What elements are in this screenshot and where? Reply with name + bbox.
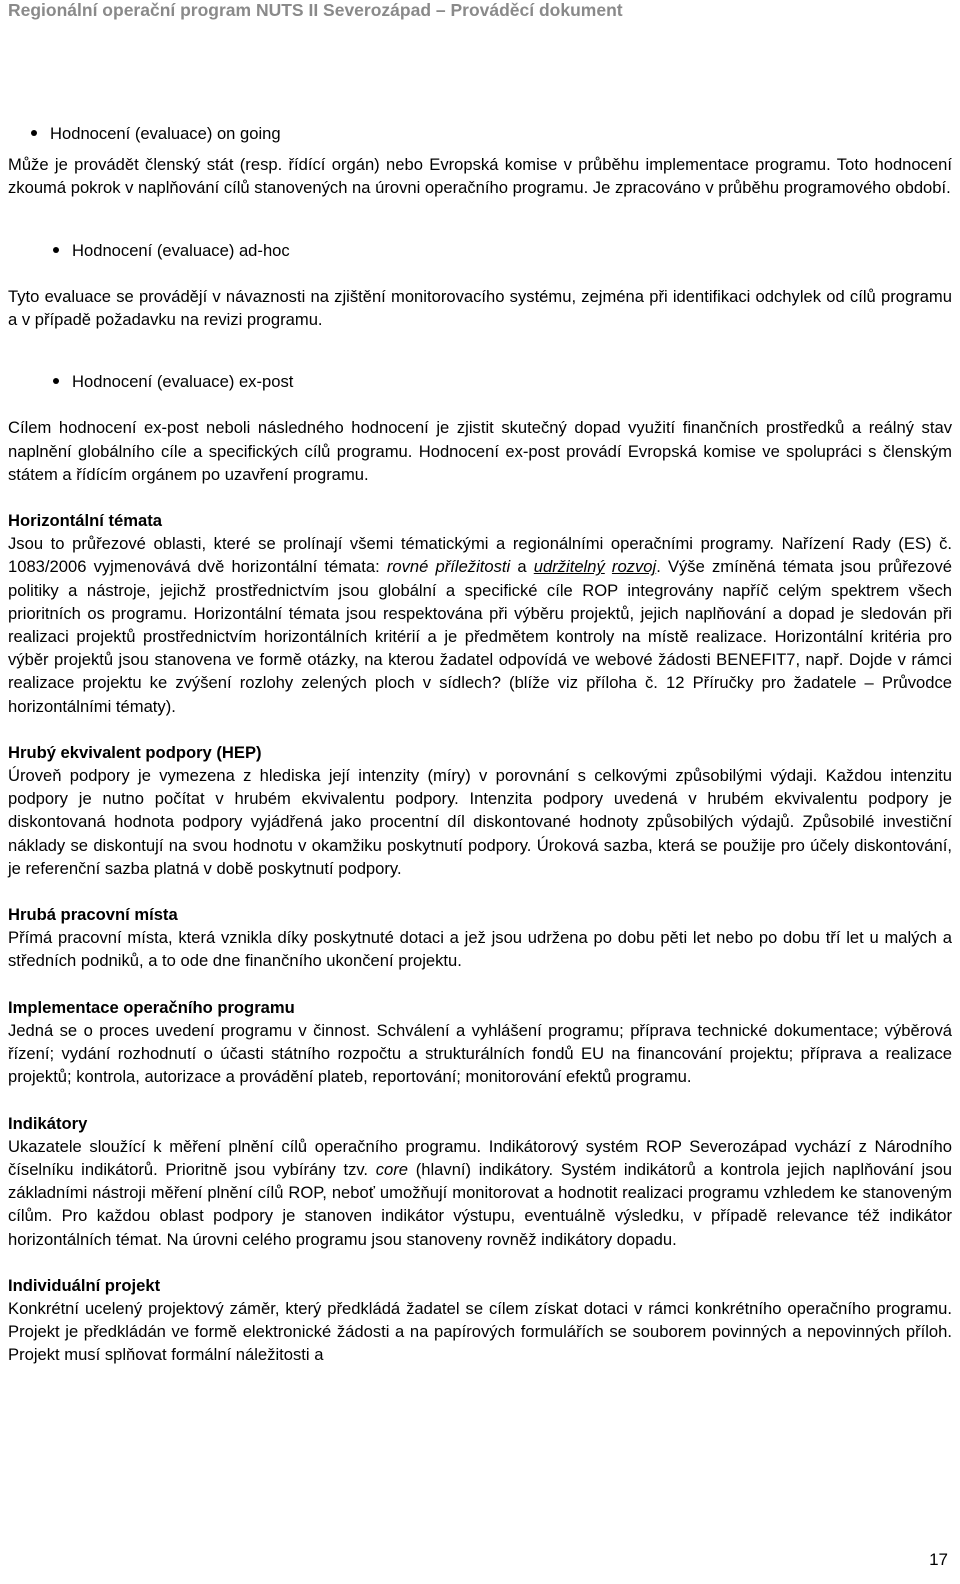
document-body xyxy=(8,122,952,1367)
bullet-label: Hodnocení (evaluace) ad-hoc xyxy=(72,240,290,260)
paragraph-horizontal: Jsou to průřezové oblasti, které se prolínají všemi tématickými a regionálními operačními programy. Nařízení Rady (ES) č. 1083/2006 vyjmenovává dvě horizontální témata: rovné příležitosti a udržitelný rozvoj. Výše zmíněná témata jsou průřezové politiky a nástroje, jejichž prostřednictvím jsou globální a specifické cíle ROP integrovány napříč celým spektrem všech prioritních os programu. Horizontální témata jsou respektována při výběru projektů, jejich naplňování a dopad je sledován při realizaci projektů prostřednictvím horizontálních kritérií a je předmětem kontroly na místě realizace. Horizontální kritéria pro výběr projektů jsou stanovena ve formě otázky, na kterou žadatel odpovídá ve webové žádosti BENEFIT7, např. Dojde v rámci realizace projektu ke zvýšení rozlohy zelených ploch v sídlech? (blíže viz příloha č. 12 Příručky pro žadatele – Průvodce horizontálními tématy). xyxy=(8,534,952,716)
bullet-dot-icon xyxy=(53,378,59,384)
bullet-label: Hodnocení (evaluace) ex-post xyxy=(72,372,294,392)
heading-indicators: Indikátory xyxy=(8,1113,88,1133)
heading-implementation: Implementace operačního programu xyxy=(8,997,295,1017)
paragraph-implementation: Jedná se o proces uvedení programu v činnost. Schválení a vyhlášení programu; příprava technické dokumentace; výběrová řízení; vydání rozhodnutí o účasti státního rozpočtu a strukturálních fondů EU na financování projektu; příprava a realizace projektů; kontrola, autorizace a provádění plateb, reportování; monitorování efektů programu. xyxy=(8,1020,952,1087)
paragraph-indicators: Ukazatele sloužící k měření plnění cílů operačního programu. Indikátorový systém ROP Severozápad vychází z Národního číselníku indikátorů. Prioritně jsou vybírány tzv. core (hlavní) indikátory. Systém indikátorů a kontrola jejich naplňování jsou základními nástroji měření plnění cílů ROP, neboť umožňují monitorovat a hodnotit realizaci programu vzhledem ke stanoveným cílům. Pro každou oblast podpory je stanoven indikátor výstupu, eventuálně výsledku, v případě relevance též indikátor horizontálních témat. Na úrovni celého programu jsou stanoveny rovněž indikátory dopadu. xyxy=(8,1136,952,1249)
heading-hep: Hrubý ekvivalent podpory (HEP) xyxy=(8,742,262,762)
paragraph-ongoing: Může je provádět členský stát (resp. řídící orgán) nebo Evropská komise v průběhu implementace programu. Toto hodnocení zkoumá pokrok v naplňování cílů stanovených na úrovni operačního programu. Je zpracováno v průběhu programového období. xyxy=(8,155,952,198)
page-number: 17 xyxy=(929,1550,948,1569)
bullet-label: Hodnocení (evaluace) on going xyxy=(50,124,281,143)
paragraph-hep: Úroveň podpory je vymezena z hlediska její intenzity (míry) v porovnání s celkovými způsobilými výdaji. Každou intenzitu podpory je nutno počítat v hrubém ekvivalentu podpory. Intenzita podpory uvedená v hrubém ekvivalentu podpory je diskontovaná hodnota podpory vyjádřená jako procentní díl diskontované hodnoty způsobilých výdajů. Způsobilé investiční náklady se diskontují na svou hodnotu v okamžiku poskytnutí podpory. Úroková sazba, která se použije pro účely diskontování, je referenční sazba platná v době poskytnutí podpory. xyxy=(8,766,952,878)
document-header: Regionální operační program NUTS II Severozápad – Prováděcí dokument xyxy=(8,0,623,20)
bullet-expost xyxy=(8,370,952,393)
heading-jobs: Hrubá pracovní místa xyxy=(8,905,178,925)
bullet-dot-icon xyxy=(53,247,59,253)
bullet-ongoing xyxy=(8,122,952,145)
paragraph-jobs: Přímá pracovní místa, která vznikla díky poskytnuté dotaci a jež jsou udržena po dobu pěti let nebo po dobu tří let u malých a středních podniků, a to ode dne finančního ukončení projektu. xyxy=(8,928,952,971)
paragraph-expost: Cílem hodnocení ex-post neboli následného hodnocení je zjistit skutečný dopad využití finančních prostředků a reálný stav naplnění globálního cíle a specifických cílů programu. Hodnocení ex-post provádí Evropská komise ve spolupráci s členským státem a řídícím orgánem po uzavření programu. xyxy=(8,418,952,484)
heading-horizontal: Horizontální témata xyxy=(8,511,162,531)
paragraph-adhoc: Tyto evaluace se provádějí v návaznosti na zjištění monitorovacího systému, zejména při identifikaci odchylek od cílů programu a v případě požadavku na revizi programu. xyxy=(8,286,952,330)
bullet-dot-icon xyxy=(31,130,37,136)
paragraph-individual: Konkrétní ucelený projektový záměr, který předkládá žadatel se cílem získat dotaci v rámci konkrétního operačního programu. Projekt je předkládán ve formě elektronické žádosti a na papírových formulářích se souborem povinných a nepovinných příloh. Projekt musí splňovat formální náležitosti a xyxy=(8,1298,952,1365)
bullet-adhoc xyxy=(8,239,952,262)
heading-individual: Individuální projekt xyxy=(8,1275,161,1295)
